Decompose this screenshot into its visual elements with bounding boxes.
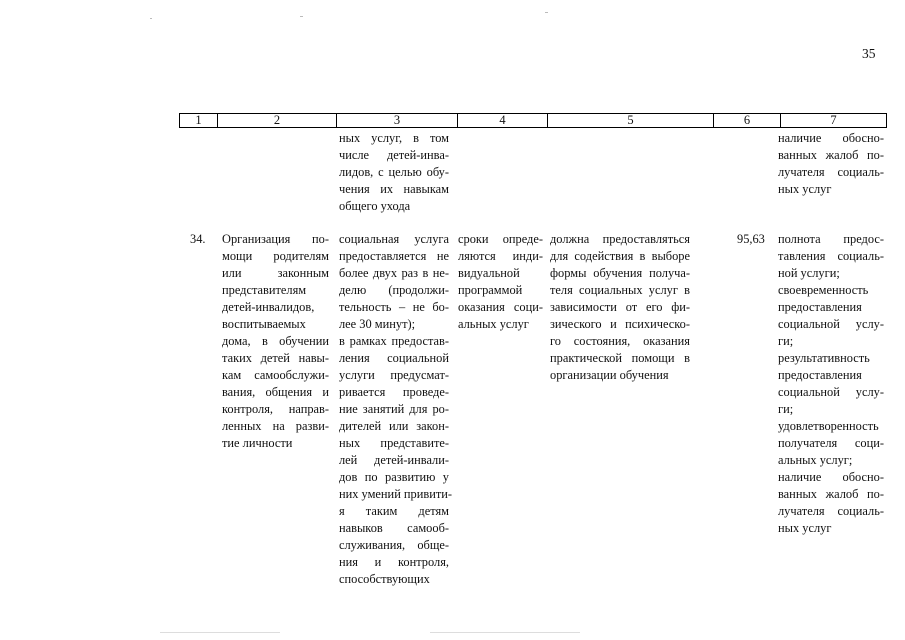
row34-tariff: 95,63: [737, 232, 765, 246]
header-col-1: 1: [195, 113, 202, 127]
table-header-row: [179, 113, 887, 128]
header-col-2: 2: [273, 113, 281, 127]
scan-speck: [160, 632, 280, 633]
scan-speck: [150, 18, 152, 19]
continuation-col-3: ных услуг, в том числе детей-инва- лидов, с целью обу- чения их навыкам общего ухода: [339, 131, 449, 213]
scan-speck: [545, 12, 548, 13]
header-col-6: 6: [743, 113, 751, 127]
row34-quality-indicators: полнота предос- тавления социаль- ной услуги; своевременность предоставления социальной услу- ги; результативность предоставления социальной услу- ги; удовлетворенность получателя соци- альных услуг; наличие обосно- ванных жалоб по- лучателя социаль- ных услуг: [778, 232, 884, 535]
header-col-7: 7: [830, 113, 837, 127]
row34-service-terms: сроки опреде- ляются инди- видуальной программой оказания соци- альных услуг: [458, 232, 543, 331]
header-col-5: 5: [627, 113, 634, 127]
row34-service-conditions: должна предоставляться для содействия в выборе формы обучения получа- теля социальных услуг в зависимости от его фи- зического и психическо- го состояния, оказания практической помощи в организации обучения: [550, 232, 690, 382]
header-col-4: 4: [499, 113, 506, 127]
row-number: 34.: [190, 232, 206, 246]
page-number: 35: [862, 46, 876, 61]
row34-service-description: социальная услуга предоставляется не более двух раз в не- делю (продолжи- тельность – не бо- лее 30 минут); в рамках предостав- ления социальной услуги предусмат- ривается проведе- ние занятий для ро- дителей или закон- ных представите- лей детей-инвали- дов по развитию у них умений привити- я таким детям навыков самооб- служивания, обще- ния и контроля, способствующих: [339, 232, 453, 586]
continuation-col-7: наличие обосно- ванных жалоб по- лучателя социаль- ных услуг: [778, 131, 884, 196]
row34-service-name: Организация по- мощи родителям или законным представителям детей-инвалидов, воспитываемых дома, в обучении таких детей навы- кам самообслужи- вания, общения и контроля, направ- ленных на разви- тие личности: [222, 232, 329, 450]
scan-speck: [300, 16, 303, 17]
header-col-3: 3: [393, 113, 401, 127]
scan-speck: [430, 632, 580, 633]
